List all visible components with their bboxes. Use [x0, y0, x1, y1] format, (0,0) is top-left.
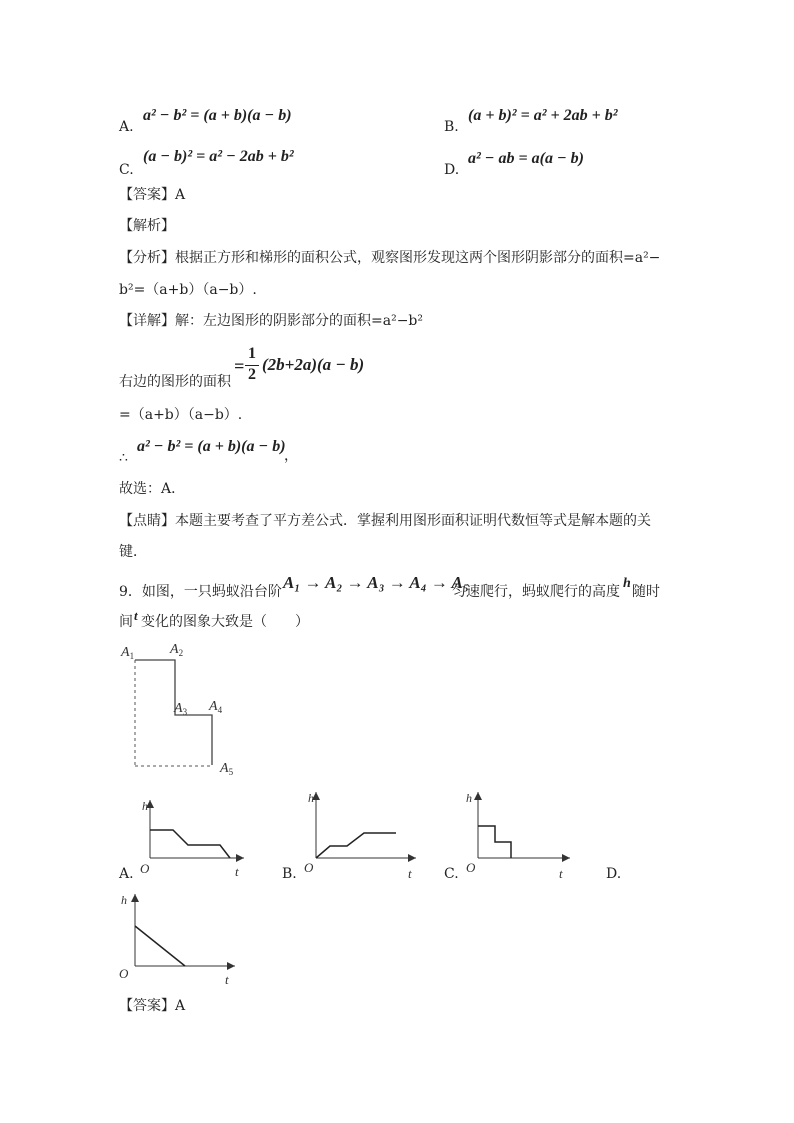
analysis-line-1: 【分析】根据正方形和梯形的面积公式，观察图形发现这两个图形阴影部分的面积=a²−	[119, 250, 661, 266]
therefore-formula: a² − b² = (a + b)(a − b)	[137, 438, 286, 455]
answer-line: 【答案】A	[119, 187, 186, 203]
answer-line-2: 【答案】A	[119, 998, 186, 1014]
option-b-label: B.	[444, 119, 459, 135]
fraction-numerator: 1	[248, 345, 256, 362]
h-label: h	[121, 893, 127, 907]
h-label: h	[466, 791, 472, 805]
graph-a-label: A.	[119, 866, 134, 882]
option-d-label: D.	[444, 162, 460, 178]
option-c-formula: (a − b)² = a² − 2ab + b²	[143, 148, 294, 165]
t-label: t	[408, 866, 412, 880]
t-axis-arrow	[236, 854, 244, 862]
graph-b	[302, 786, 420, 880]
right-area-formula: (2b+2a)(a − b)	[262, 355, 365, 374]
t-label: t	[235, 864, 239, 879]
equals-line: =（a+b）（a−b）.	[119, 407, 243, 423]
h-label: h	[142, 799, 148, 813]
graph-b-label: B.	[282, 866, 297, 882]
option-d-formula: a² − ab = a(a − b)	[468, 150, 584, 167]
origin-label: O	[466, 860, 476, 875]
therefore-symbol: ∴	[119, 450, 128, 466]
option-a-label: A.	[119, 119, 134, 135]
graph-c	[462, 786, 574, 880]
graph-a-line	[150, 830, 230, 858]
choice-line: 故选：A．	[119, 481, 186, 497]
h-axis-arrow	[474, 792, 482, 800]
h-axis-arrow	[131, 894, 139, 902]
graph-d	[115, 888, 245, 988]
q9-suffix-2: 随时	[632, 584, 660, 600]
origin-label: O	[304, 860, 314, 875]
staircase-figure	[115, 638, 255, 778]
label-a1: $A_1$	[121, 645, 135, 661]
option-a-formula: a² − b² = (a + b)(a − b)	[143, 107, 292, 124]
q9-h: h	[623, 576, 631, 591]
graph-d-label: D.	[606, 866, 622, 882]
q9-line2-end: 变化的图象大致是（ ）	[141, 614, 309, 630]
q9-path: A₁ → A₂ → A₃ → A₄ → A₅	[283, 573, 469, 592]
comment-line-2: 键．	[119, 544, 147, 560]
t-label: t	[225, 972, 229, 987]
graph-d-line	[135, 926, 185, 966]
t-axis-arrow	[562, 854, 570, 862]
analysis-title: 【解析】	[119, 218, 175, 234]
right-area-label: 右边的图形的面积	[119, 374, 231, 390]
label-a2: $A_2$	[170, 642, 184, 658]
q9-t: t	[134, 608, 138, 623]
detail-line-1: 【详解】解：左边图形的阴影部分的面积=a²−b²	[119, 313, 423, 329]
therefore-comma: ，	[284, 448, 298, 464]
option-b-formula: (a + b)² = a² + 2ab + b²	[468, 107, 618, 124]
comment-line-1: 【点睛】本题主要考查了平方差公式．掌握利用图形面积证明代数恒等式是解本题的关	[119, 513, 651, 529]
origin-label: O	[140, 861, 150, 876]
q9-prefix: 9．如图，一只蚂蚁沿台阶	[119, 584, 282, 600]
h-label: h	[308, 791, 314, 805]
right-area-equals: =	[234, 356, 245, 376]
label-a4: $A_4$	[209, 699, 223, 715]
option-c-label: C.	[119, 162, 134, 178]
t-axis-arrow	[227, 962, 235, 970]
graph-c-label: C.	[444, 866, 459, 882]
fraction-denominator: 2	[248, 366, 256, 383]
t-axis-arrow	[408, 854, 416, 862]
label-a5: $A_5$	[220, 761, 234, 777]
analysis-line-2: b²=（a+b）（a−b）.	[119, 282, 257, 298]
t-label: t	[559, 866, 563, 880]
graph-c-line	[478, 826, 511, 858]
origin-label: O	[119, 966, 129, 981]
q9-suffix: 匀速爬行，蚂蚁爬行的高度	[452, 584, 620, 600]
label-a3: $A_3$	[174, 701, 188, 717]
graph-a	[138, 794, 250, 880]
q9-line2-start: 间	[119, 614, 133, 630]
graph-b-line	[316, 833, 396, 858]
